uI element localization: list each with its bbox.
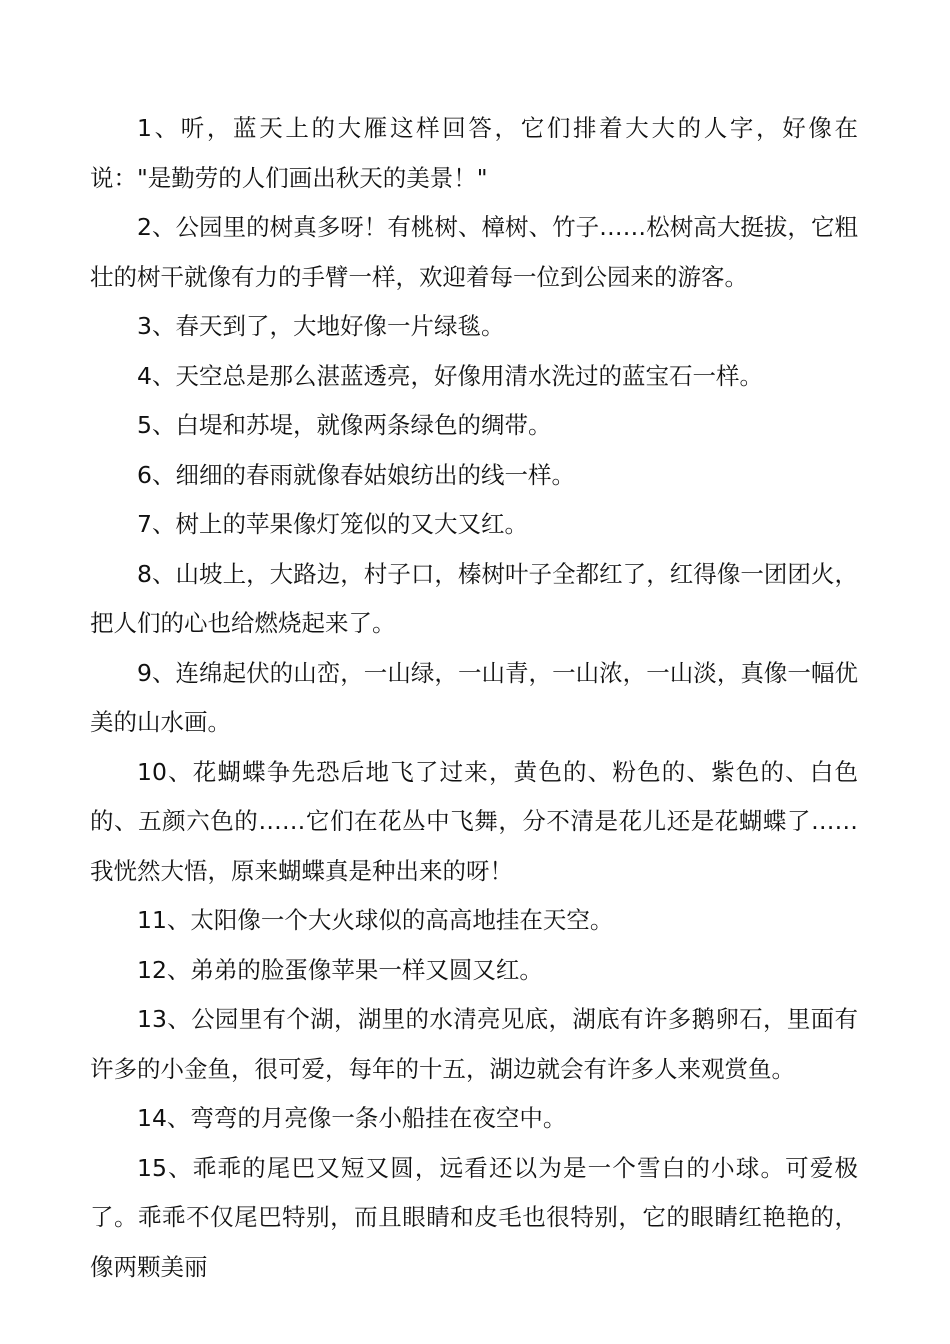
paragraph-5: 5、白堤和苏堤，就像两条绿色的绸带。	[137, 411, 552, 439]
paragraph-13: 13、公园里有个湖，湖里的水清亮见底，湖底有许多鹅卵石，里面有许多的小金鱼，很可爱，每年的十五，湖边就会有许多人来观赏鱼。	[90, 1005, 858, 1083]
paragraph-7: 7、树上的苹果像灯笼似的又大又红。	[137, 510, 528, 538]
paragraph-14: 14、弯弯的月亮像一条小船挂在夜空中。	[137, 1104, 567, 1132]
paragraph-11: 11、太阳像一个大火球似的高高地挂在天空。	[137, 906, 614, 934]
paragraph-3: 3、春天到了，大地好像一片绿毯。	[137, 312, 505, 340]
paragraph-10: 10、花蝴蝶争先恐后地飞了过来，黄色的、粉色的、紫色的、白色的、五颜六色的……它们在花丛中飞舞，分不清是花儿还是花蝴蝶了……我恍然大悟，原来蝴蝶真是种出来的呀！	[90, 757, 858, 885]
paragraph-12: 12、弟弟的脸蛋像苹果一样又圆又红。	[137, 955, 543, 984]
paragraph-15: 15、乖乖的尾巴又短又圆，远看还以为是一个雪白的小球。可爱极了。乖乖不仅尾巴特别，而且眼睛和皮毛也很特别，它的眼睛红艳艳的，像两颗美丽	[90, 1153, 858, 1281]
paragraph-9: 9、连绵起伏的山峦，一山绿，一山青，一山浓，一山淡，真像一幅优美的山水画。	[90, 658, 858, 736]
paragraph-8: 8、山坡上，大路边，村子口，榛树叶子全都红了，红得像一团团火，把人们的心也给燃烧起来了。	[90, 559, 858, 637]
paragraph-1: 1、听，蓝天上的大雁这样回答，它们排着大大的人字，好像在说："是勤劳的人们画出秋天的美景！"	[90, 114, 858, 192]
paragraph-2: 2、公园里的树真多呀！有桃树、樟树、竹子……松树高大挺拔，它粗壮的树干就像有力的手臂一样，欢迎着每一位到公园来的游客。	[90, 213, 858, 291]
paragraph-4: 4、天空总是那么湛蓝透亮，好像用清水洗过的蓝宝石一样。	[137, 361, 763, 390]
paragraph-6: 6、细细的春雨就像春姑娘纺出的线一样。	[137, 460, 575, 489]
document-body	[90, 104, 858, 1292]
